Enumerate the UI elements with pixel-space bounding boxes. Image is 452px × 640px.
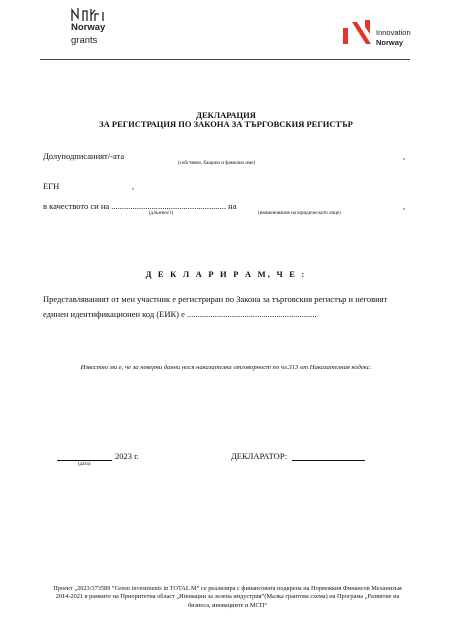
egn-label: ЕГН <box>43 181 60 191</box>
body-line-1: Представляваният от мен участник е регистриран по Закона за търговския регистър и неговият <box>43 294 388 304</box>
signer-hint: (собствено, бащино и фамилно име) <box>178 161 256 166</box>
eik-dots: ............................................................. <box>187 309 317 319</box>
capacity-comma: , <box>403 201 406 211</box>
declarator-label: ДЕКЛАРАТОР: <box>231 451 288 461</box>
document-title: ДЕКЛАРАЦИЯ <box>196 110 256 120</box>
date-year: 2023 г. <box>115 451 139 461</box>
position-hint: (длъжност) <box>149 211 174 216</box>
norway-grants-subname: grants <box>71 35 98 46</box>
egn-comma: , <box>132 181 135 191</box>
signer-label: Долуподписаният/-ата <box>43 151 125 161</box>
document-subtitle: ЗА РЕГИСТРАЦИЯ ПО ЗАКОНА ЗА ТЪРГОВСКИЯ РЕГИСТЪР <box>99 119 353 129</box>
capacity-na: на <box>228 201 237 211</box>
eik-label: единен идентификационен код (ЕИК) е <box>43 309 185 319</box>
innovation-norway-logo-icon <box>343 20 371 44</box>
capacity-label: в качеството си на <box>43 201 110 211</box>
capacity-line <box>43 201 237 211</box>
footer-note <box>30 585 425 610</box>
footer-line-1: Проект „2023/373589 “Green investments in TOTAL M” се реализира с финансовата подкрепа на Норвежкия Финансов Механизъм <box>53 585 402 592</box>
header-divider <box>40 59 410 60</box>
date-hint: (дата) <box>78 462 91 467</box>
body-line-2 <box>43 309 317 319</box>
innovation-norway-subname: Norway <box>376 38 404 47</box>
innovation-norway-name: Innovation <box>376 28 411 37</box>
liability-note: Известно ми е, че за неверни данни нося наказателна отговорност по чл.313 от Наказателния кодекс. <box>80 364 372 371</box>
footer-line-2: 2014-2021 в рамките на Приоритетна област „Иновации за зелена индустрия”(Малка грантова схема) на Програма „Развитие на <box>55 593 400 601</box>
entity-hint: (наименование на юридическото лице) <box>258 211 341 216</box>
capacity-dots: ...................................................... <box>111 201 227 211</box>
footer-line-3: бизнеса, иновациите и МСП“ <box>187 601 268 609</box>
declare-heading: Д Е К Л А Р И Р А М, Ч Е : <box>145 269 307 279</box>
norway-grants-name: Norway <box>71 22 106 33</box>
declarator-signature-line <box>292 460 365 461</box>
date-underline <box>57 460 112 461</box>
signer-comma: , <box>403 151 406 161</box>
norway-grants-logo-icon <box>70 6 130 22</box>
